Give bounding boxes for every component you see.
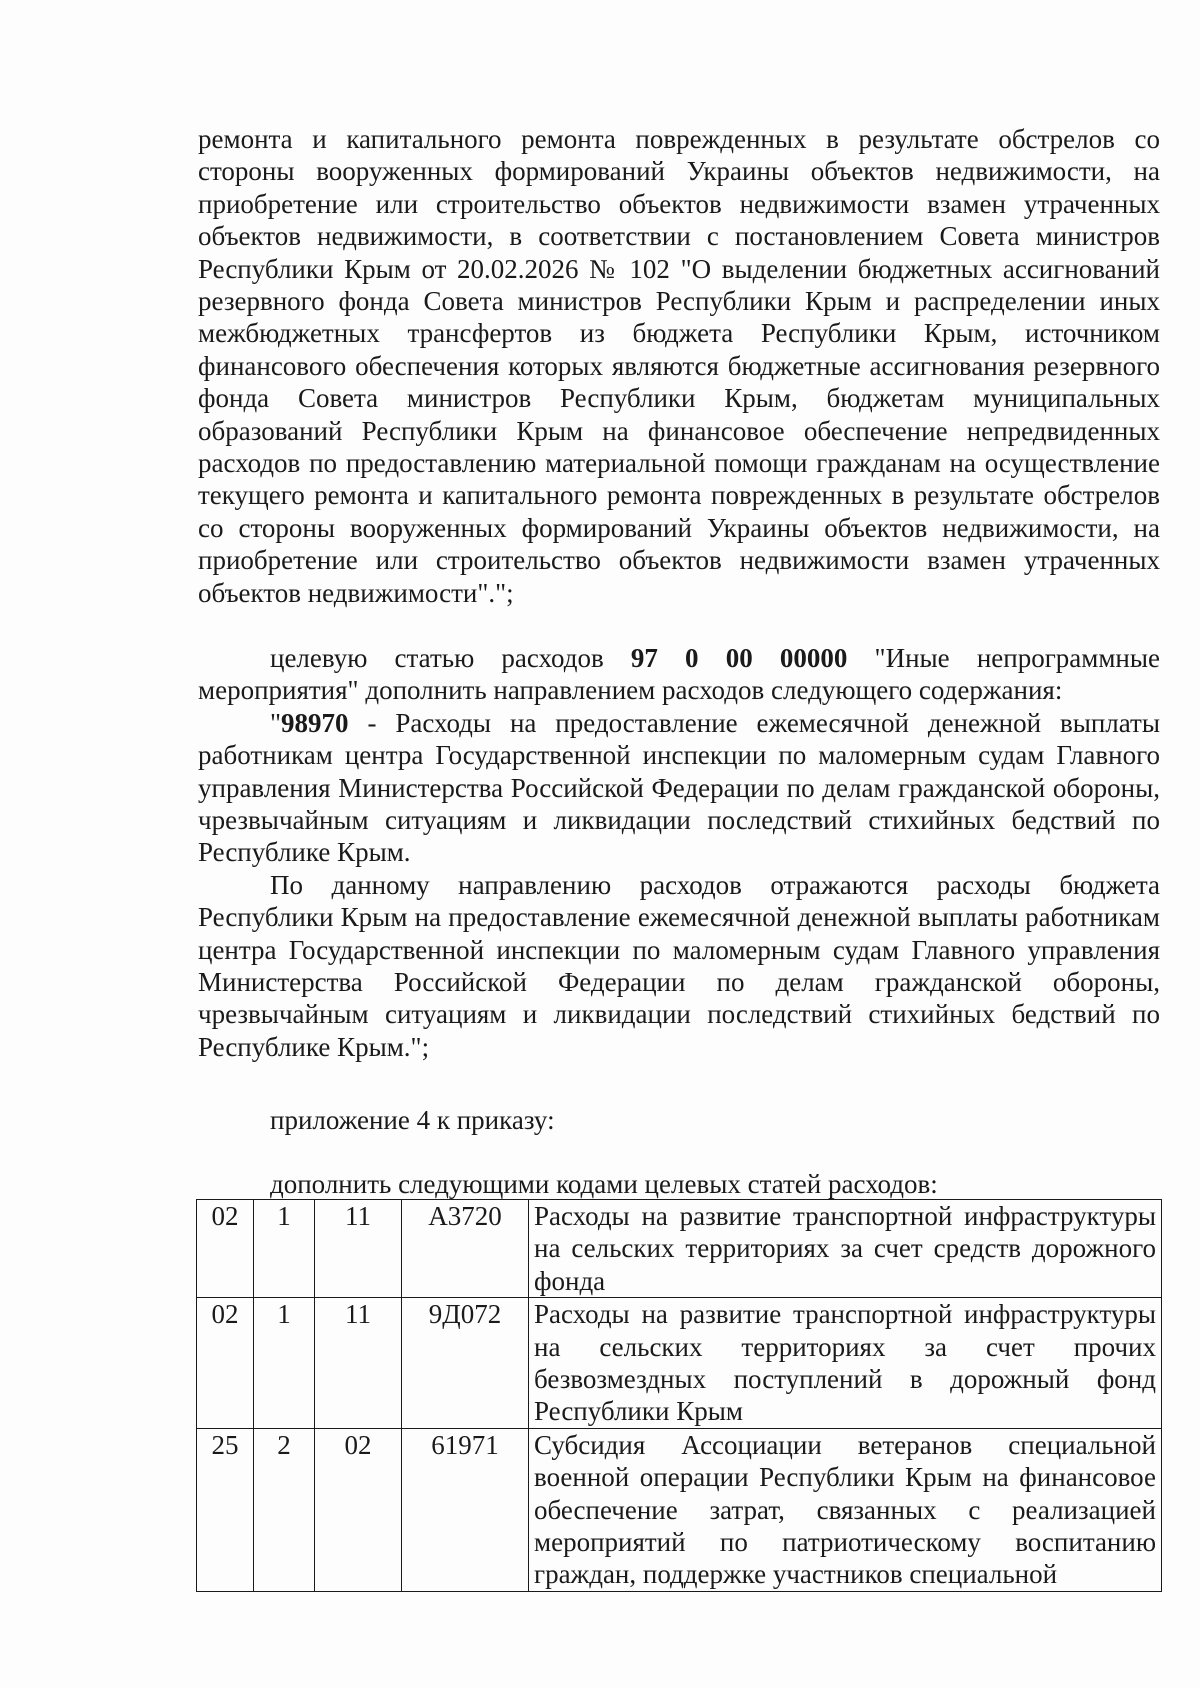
program-cell: 25 — [197, 1428, 254, 1591]
direction-text: - Расходы на предоставление ежемесячной денежной выплаты работникам центра Государственной инспекции по маломерным судам Главного управления Министерства Российской Федерации по делам гражданской обороны, чрезвычайным ситуациям и ликвидации последствий стихийных бедствий по Республике Крым. — [198, 707, 1160, 868]
direction-cell: 9Д072 — [402, 1298, 529, 1429]
appendix-heading: приложение 4 к приказу: — [270, 1105, 555, 1135]
appendix-heading-block — [198, 1104, 1160, 1136]
direction-description: По данному направлению расходов отражаются расходы бюджета Республики Крым на предоставление ежемесячной денежной выплаты работникам центра Государственной инспекции по маломерным судам Главного управления Министерства Российской Федерации по делам гражданской обороны, чрезвычайным ситуациям и ликвидации последствий стихийных бедствий по Республике Крым."; — [198, 869, 1160, 1062]
target-article-paragraph — [198, 642, 1160, 707]
direction-cell: А3720 — [402, 1200, 529, 1298]
target-article-prefix: целевую статью расходов — [270, 643, 631, 673]
table-row — [197, 1428, 1162, 1591]
name-cell: Расходы на развитие транспортной инфраструктуры на сельских территориях за счет прочих безвозмездных поступлений в дорожный фонд Республики Крым — [529, 1298, 1162, 1429]
continuation-paragraph: ремонта и капитального ремонта поврежденных в результате обстрелов со стороны вооруженных формирований Украины объектов недвижимости, на приобретение или строительство объектов недвижимости взамен утраченных объектов недвижимости, в соответствии с постановлением Совета министров Республики Крым от 20.02.2026 № 102 "О выделении бюджетных ассигнований резервного фонда Совета министров Республики Крым и распределении иных межбюджетных трансфертов из бюджета Республики Крым, источником финансового обеспечения которых являются бюджетные ассигнования резервного фонда Совета министров Республики Крым, бюджетам муниципальных образований Республики Крым на финансовое обеспечение непредвиденных расходов по предоставлению материальной помощи гражданам на осуществление текущего ремонта и капитального ремонта поврежденных в результате обстрелов со стороны вооруженных формирований Украины объектов недвижимости, на приобретение или строительство объектов недвижимости взамен утраченных объектов недвижимости"."; — [198, 124, 1160, 608]
codes-table — [196, 1199, 1162, 1592]
continuation-block — [198, 123, 1160, 609]
direction-paragraph — [198, 707, 1160, 869]
direction-quote: " — [270, 707, 282, 738]
program-cell: 02 — [197, 1298, 254, 1429]
name-cell: Субсидия Ассоциации ветеранов специальной военной операции Республики Крым на финансовое обеспечение затрат, связанных с реализацией мероприятий по патриотическому воспитанию граждан, поддержке участников специальной — [529, 1428, 1162, 1591]
main-event-cell: 11 — [315, 1298, 402, 1429]
table-row — [197, 1200, 1162, 1298]
target-article-block — [198, 642, 1160, 1063]
direction-code: 98970 — [281, 707, 349, 738]
subprogram-cell: 1 — [254, 1200, 315, 1298]
main-event-cell: 11 — [315, 1200, 402, 1298]
program-cell: 02 — [197, 1200, 254, 1298]
direction-cell: 61971 — [402, 1428, 529, 1591]
target-article-code: 97 0 00 00000 — [630, 643, 848, 673]
table-intro: дополнить следующими кодами целевых статей расходов: — [270, 1169, 938, 1199]
main-event-cell: 02 — [315, 1428, 402, 1591]
subprogram-cell: 2 — [254, 1428, 315, 1591]
table-intro-block — [198, 1168, 1160, 1200]
subprogram-cell: 1 — [254, 1298, 315, 1429]
target-article-suffix: "Иные непрограммные мероприятия" дополнить направлением расходов следующего содержания: — [198, 643, 1161, 706]
name-cell: Расходы на развитие транспортной инфраструктуры на сельских территориях за счет средств дорожного фонда — [529, 1200, 1162, 1298]
table-row — [197, 1298, 1162, 1429]
